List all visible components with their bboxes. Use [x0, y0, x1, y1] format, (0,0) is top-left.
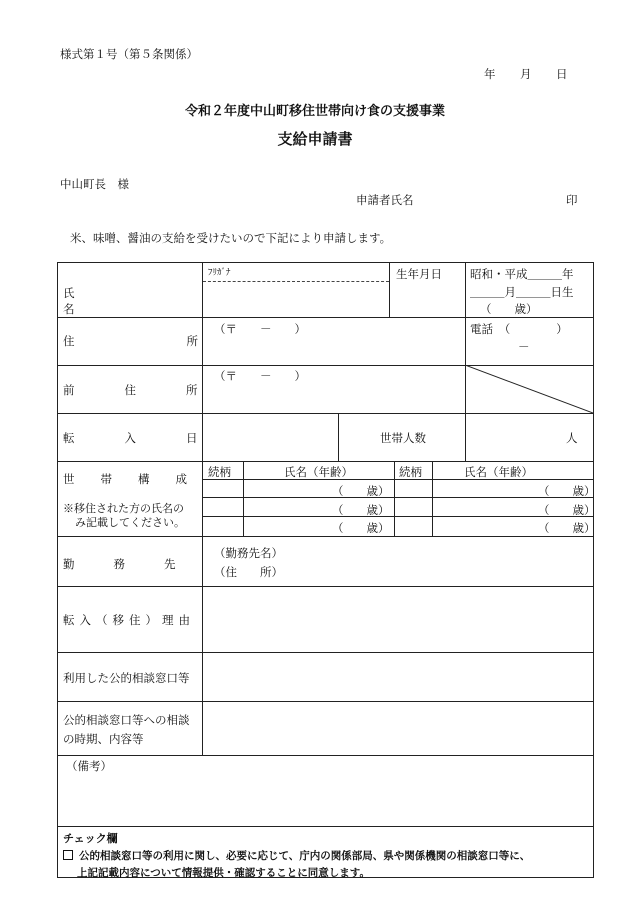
address-label: 住所	[63, 334, 310, 348]
form-number: 様式第１号（第５条関係）	[60, 47, 198, 61]
phone-label: 電話 （ ）	[470, 322, 568, 336]
diagonal-strike	[465, 365, 593, 413]
application-statement: 米、味噌、醤油の支給を受けたいので下記により申請します。	[70, 231, 392, 245]
check-section-title: チェック欄	[63, 832, 118, 845]
age-cell: （ 歳）	[332, 503, 390, 517]
consultation-detail-label-1: 公的相談窓口等への相談	[63, 713, 190, 727]
phone-dash: －	[518, 340, 530, 354]
name-label	[63, 285, 196, 317]
member-header-right: 氏名（年齢）	[464, 465, 533, 479]
document-subtitle: 支給申請書	[277, 130, 353, 148]
move-reason-label: 転入（移住）理由	[63, 613, 195, 627]
consent-text-1: 公的相談窓口等の利用に関し、必要に応じて、庁内の関係部局、県や関係機関の相談窓口等に、	[79, 850, 531, 862]
household-count-unit: 人	[566, 431, 578, 445]
workplace-label: 勤務先	[63, 557, 215, 571]
prev-address-label: 前住所	[63, 383, 248, 397]
date-month-label: 月	[520, 67, 532, 81]
prev-postal-code-field: （〒 － ）	[214, 369, 306, 383]
name-label-text: 氏名	[63, 286, 187, 316]
age-cell: （ 歳）	[332, 521, 390, 535]
date-year-label: 年	[484, 67, 496, 81]
birth-date-label: 生年月日	[396, 267, 442, 281]
age-cell: （ 歳）	[538, 521, 596, 535]
seal-mark: 印	[566, 193, 578, 207]
consent-line-2: 上記記載内容について情報提供・確認することに同意します。	[77, 867, 370, 879]
applicant-name-label: 申請者氏名	[356, 193, 414, 207]
birth-era-line: 昭和・平成＿＿＿年	[470, 267, 574, 281]
consultation-office-label: 利用した公的相談窓口等	[63, 671, 190, 685]
consent-line-1	[63, 848, 530, 863]
household-count-label: 世帯人数	[380, 431, 426, 445]
workplace-address-field: （住 所）	[214, 565, 283, 579]
document-title: 令和２年度中山町移住世帯向け食の支援事業	[184, 104, 445, 119]
age-cell: （ 歳）	[332, 484, 390, 498]
birth-age-line: （ 歳）	[480, 302, 538, 316]
consent-checkbox[interactable]	[63, 850, 73, 860]
furigana-label: ﾌﾘｶﾞﾅ	[208, 268, 231, 278]
birth-month-day-line: ＿＿＿月＿＿＿日生	[470, 285, 574, 299]
household-note-line1: ※移住された方の氏名の	[63, 502, 184, 515]
consultation-detail-label-2: の時期、内容等	[63, 732, 144, 746]
age-cell: （ 歳）	[538, 503, 596, 517]
date-day-label: 日	[556, 67, 568, 81]
relation-header-right: 続柄	[399, 465, 422, 479]
relation-header-left: 続柄	[208, 465, 231, 479]
remarks-label: （備考）	[66, 759, 112, 773]
household-composition-label: 世帯構成	[63, 472, 213, 486]
recipient: 中山町長 様	[60, 177, 129, 191]
age-cell: （ 歳）	[538, 484, 596, 498]
household-note-line2: み記載してください。	[75, 516, 185, 529]
postal-code-field: （〒 － ）	[214, 322, 306, 336]
move-in-date-label: 転入日	[63, 431, 248, 445]
member-header-left: 氏名（年齢）	[284, 465, 353, 479]
workplace-name-field: （勤務先名）	[214, 546, 283, 560]
